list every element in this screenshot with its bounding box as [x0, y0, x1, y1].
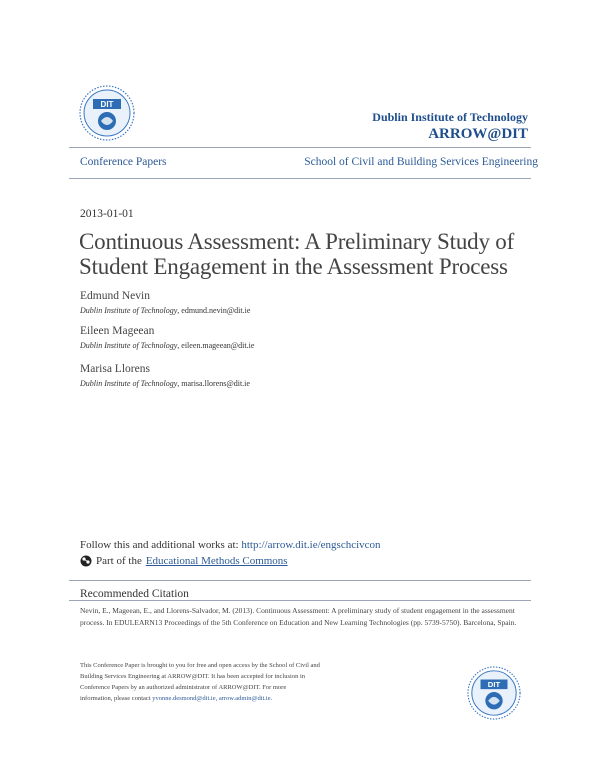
notice-end: .	[270, 695, 273, 702]
part-of-line	[80, 555, 288, 567]
recommended-citation-heading: Recommended Citation	[80, 588, 189, 600]
affiliation-name: Dublin Institute of Technology	[80, 379, 178, 388]
notice-text: This Conference Paper is brought to you for free and open access by the School of Civil and Building Services Engineering at ARROW@DIT. It has been accepted for inclusion in Conference Papers by an authorized administrator of ARROW@DIT. For more information, please contact	[80, 662, 320, 702]
institution-name: Dublin Institute of Technology	[372, 110, 528, 124]
author-affiliation	[80, 341, 254, 350]
contact-email-link[interactable]: yvonne.desmond@dit.ie, arrow.admin@dit.ie	[152, 695, 271, 702]
svg-text:DIT: DIT	[100, 100, 114, 109]
author-name: Edmund Nevin	[80, 290, 150, 302]
author-affiliation	[80, 379, 250, 388]
publication-date: 2013-01-01	[80, 208, 134, 220]
author-name: Marisa Llorens	[80, 363, 150, 375]
citation-text: Nevin, E., Mageean, E., and Llorens-Salvador, M. (2013). Continuous Assessment: A preliminary study of student engagement in the assessment process. In EDULEARN13 Proceedings of the 5th Conference on Education and New Learning Technologies (pp. 5739-5750). Barcelona, Spain.	[80, 606, 517, 627]
dit-logo-small	[467, 666, 521, 720]
divider-citation-top	[69, 580, 531, 581]
affiliation-name: Dublin Institute of Technology	[80, 341, 178, 350]
divider-citation-bottom	[69, 600, 531, 601]
author-email: , edmund.nevin@dit.ie	[177, 306, 251, 315]
divider-bottom	[69, 178, 531, 179]
paper-title: Continuous Assessment: A Preliminary Study of Student Engagement in the Assessment Process	[79, 229, 515, 279]
author-name: Eileen Mageean	[80, 325, 155, 337]
school-link[interactable]: School of Civil and Building Services Engineering	[304, 156, 538, 168]
author-email: , eileen.mageean@dit.ie	[177, 341, 255, 350]
repository-name: ARROW@DIT	[428, 126, 528, 142]
follow-text: Follow this and additional works at:	[80, 539, 242, 551]
author-email: , marisa.llorens@dit.ie	[177, 379, 250, 388]
institution-block	[372, 110, 528, 143]
author-affiliation	[80, 306, 250, 315]
access-notice	[80, 660, 320, 704]
follow-line	[80, 539, 381, 551]
part-of-text: Part of the	[96, 555, 142, 567]
conference-papers-link[interactable]: Conference Papers	[80, 156, 167, 168]
educational-methods-commons-link[interactable]: Educational Methods Commons	[145, 555, 288, 567]
divider-top	[69, 147, 531, 148]
follow-url-link[interactable]: http://arrow.dit.ie/engschcivcon	[241, 539, 381, 551]
svg-text:DIT: DIT	[487, 680, 501, 690]
affiliation-name: Dublin Institute of Technology	[80, 306, 178, 315]
network-commons-icon	[80, 555, 92, 567]
dit-logo	[79, 85, 135, 141]
